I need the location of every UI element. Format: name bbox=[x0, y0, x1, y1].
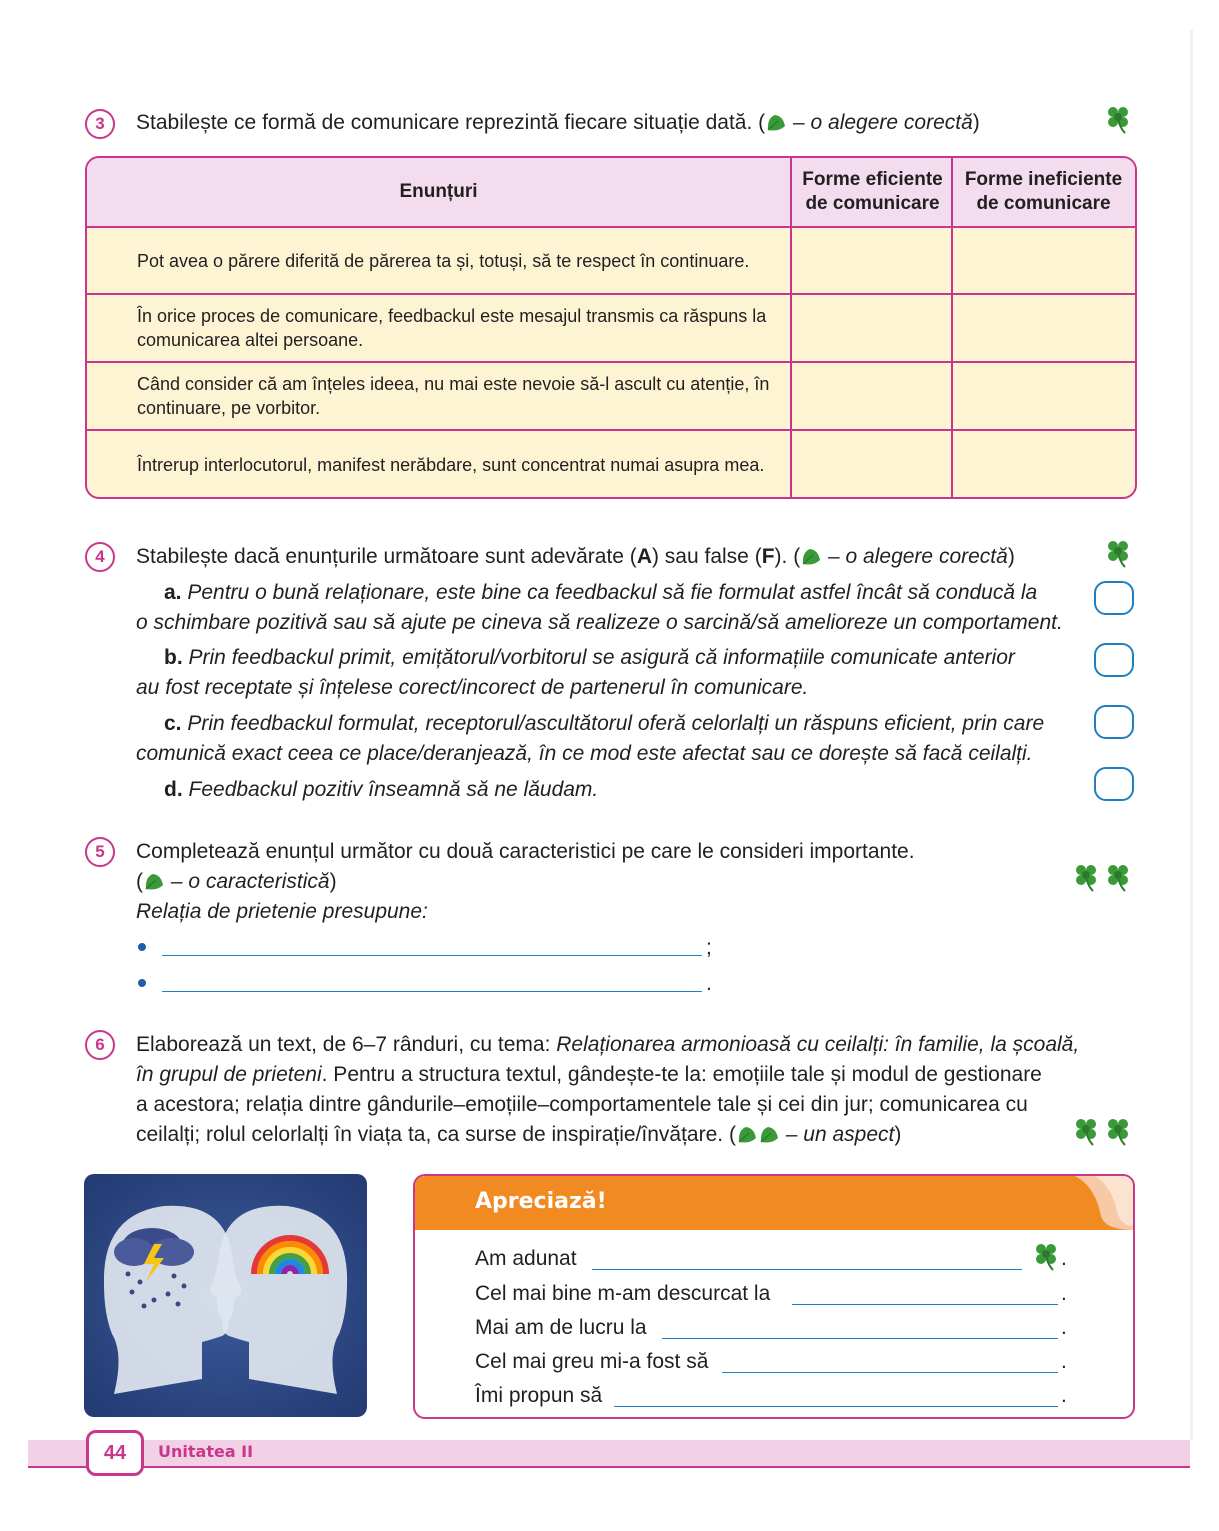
table-row: Pot avea o părere diferită de părerea ta și, totuși, să te respect în continuare. bbox=[137, 251, 750, 271]
paren-open: ( bbox=[136, 870, 143, 893]
exercise-6-line4 bbox=[136, 1120, 901, 1150]
assessment-input-5[interactable] bbox=[614, 1406, 1058, 1407]
leaf-icon bbox=[736, 1124, 758, 1144]
line-end-semicolon: ; bbox=[706, 936, 712, 959]
bullet bbox=[138, 943, 146, 951]
paren-close: ) bbox=[972, 111, 980, 134]
table-divider bbox=[951, 158, 953, 497]
assessment-line-5: Îmi propun să bbox=[475, 1384, 603, 1407]
table-divider bbox=[790, 158, 792, 497]
assessment-input-1[interactable] bbox=[592, 1269, 1022, 1270]
statement-c-line1 bbox=[164, 709, 1044, 739]
clover-icon bbox=[1103, 1118, 1133, 1148]
exercise-3-hint: – o alegere corectă bbox=[787, 111, 973, 134]
statement-a-line1 bbox=[164, 578, 1037, 608]
assessment-input-4[interactable] bbox=[722, 1372, 1058, 1373]
statement-a-line2: o schimbare pozitivă sau să ajute pe cineva să realizeze o sarcină/să amelioreze un comportament. bbox=[136, 611, 1063, 634]
theme-text: în grupul de prieteni bbox=[136, 1063, 322, 1086]
exercise-5-hint-line bbox=[136, 867, 337, 897]
answer-box-b[interactable] bbox=[1094, 643, 1134, 677]
answer-box-c[interactable] bbox=[1094, 705, 1134, 739]
paren-close: ) bbox=[894, 1123, 902, 1146]
exercise-4-prompt bbox=[136, 542, 1015, 572]
page-edge bbox=[1190, 30, 1193, 1440]
self-assessment-title: Apreciază! bbox=[475, 1189, 607, 1214]
exercise-4-hint: – o alegere corectă bbox=[822, 545, 1008, 568]
exercise-6-number: 6 bbox=[85, 1030, 115, 1060]
statement-text: Prin feedbackul primit, emițătorul/vorbitorul se asigură că informațiile comunicate anterior bbox=[188, 646, 1015, 669]
assessment-line-3: Mai am de lucru la bbox=[475, 1316, 647, 1339]
leaf-icon bbox=[800, 546, 822, 566]
period: . bbox=[1061, 1247, 1067, 1270]
text: . Pentru a structura textul, gândește-te la: emoțiile tale și modul de gestionare bbox=[321, 1063, 1042, 1086]
exercise-3-text: Stabilește ce formă de comunicare reprezintă fiecare situație dată. ( bbox=[136, 111, 766, 134]
statement-c-line2: comunică exact ceea ce place/deranjează, în ce mod este afectat sau ce dorește să facă ceilalți. bbox=[136, 742, 1033, 765]
exercise-5-prompt: Completează enunțul următor cu două caracteristici pe care le consideri importante. bbox=[136, 840, 915, 863]
exercise-4-text: Stabilește dacă enunțurile următoare sunt adevărate ( bbox=[136, 545, 637, 568]
bullet bbox=[138, 979, 146, 987]
letter-d: d. bbox=[164, 778, 183, 801]
clover-icon bbox=[1103, 864, 1133, 894]
period: . bbox=[1061, 1316, 1067, 1339]
header-inefficient: Forme ineficiente de comunicare bbox=[964, 169, 1123, 214]
friendship-lead: Relația de prietenie presupune: bbox=[136, 900, 428, 923]
exercise-5-number: 5 bbox=[85, 837, 115, 867]
exercise-4-number: 4 bbox=[85, 542, 115, 572]
unit-label: Unitatea II bbox=[158, 1442, 254, 1461]
table-row: Când consider că am înțeles ideea, nu mai este nevoie să-l ascult cu atenție, în continuare, pe vorbitor. bbox=[137, 374, 770, 418]
exercise-3-prompt bbox=[136, 108, 980, 138]
assessment-line-1: Am adunat bbox=[475, 1247, 577, 1270]
table-row-divider bbox=[87, 293, 1135, 295]
answer-line-2[interactable] bbox=[162, 991, 702, 992]
clover-icon bbox=[1071, 864, 1101, 894]
assessment-input-3[interactable] bbox=[662, 1338, 1058, 1339]
exercise-6-line1 bbox=[136, 1030, 1079, 1060]
table-row-divider bbox=[87, 429, 1135, 431]
table-row-divider bbox=[87, 361, 1135, 363]
leaf-icon bbox=[758, 1124, 780, 1144]
clover-icon bbox=[1103, 540, 1133, 570]
assessment-line-4: Cel mai greu mi-a fost să bbox=[475, 1350, 709, 1373]
clover-icon bbox=[1103, 106, 1133, 136]
statement-text: Prin feedbackul formulat, receptorul/ascultătorul oferă celorlalți un răspuns eficient, prin care bbox=[187, 712, 1045, 735]
paren-close: ) bbox=[329, 870, 337, 893]
exercise-3-number: 3 bbox=[85, 109, 115, 139]
table-row: Întrerup interlocutorul, manifest nerăbdare, sunt concentrat numai asupra mea. bbox=[137, 455, 765, 475]
statement-b-line2: au fost receptate și înțelese corect/incorect de partenerul în comunicare. bbox=[136, 676, 809, 699]
exercise-6-line3: a acestora; relația dintre gândurile–emoțiile–comportamentele tale și cei din jur; comunicarea cu bbox=[136, 1093, 1028, 1116]
statement-d-line1 bbox=[164, 775, 598, 805]
paren-close: ) bbox=[1007, 545, 1015, 568]
period: . bbox=[1061, 1282, 1067, 1305]
leaf-icon bbox=[765, 112, 787, 132]
leaf-icon bbox=[143, 871, 165, 891]
assessment-line-2: Cel mai bine m-am descurcat la bbox=[475, 1282, 771, 1305]
statement-text: Feedbackul pozitiv înseamnă să ne lăudam. bbox=[188, 778, 599, 801]
heads-illustration bbox=[84, 1174, 367, 1417]
false-letter: F bbox=[761, 545, 775, 568]
answer-box-a[interactable] bbox=[1094, 581, 1134, 615]
clover-icon bbox=[1071, 1118, 1101, 1148]
assessment-input-2[interactable] bbox=[792, 1304, 1058, 1305]
statement-text: Pentru o bună relaționare, este bine ca feedbackul să fie formulat astfel încât să conducă la bbox=[187, 581, 1038, 604]
text: ceilalți; rolul celorlalți în viața ta, ca surse de inspirație/învățare. ( bbox=[136, 1123, 736, 1146]
statements-table bbox=[85, 156, 1137, 499]
table-row: În orice proces de comunicare, feedbackul este mesajul transmis ca răspuns la comunicarea altei persoane. bbox=[137, 306, 767, 350]
answer-box-d[interactable] bbox=[1094, 767, 1134, 801]
page-number: 44 bbox=[86, 1430, 144, 1476]
exercise-6-line2 bbox=[136, 1060, 1042, 1090]
text: Elaborează un text, de 6–7 rânduri, cu tema: bbox=[136, 1033, 557, 1056]
letter-c: c. bbox=[164, 712, 182, 735]
letter-a: a. bbox=[164, 581, 182, 604]
line-end-period: . bbox=[706, 972, 712, 995]
answer-line-1[interactable] bbox=[162, 955, 702, 956]
exercise-5-hint: – o caracteristică bbox=[165, 870, 330, 893]
letter-b: b. bbox=[164, 646, 183, 669]
exercise-4-text-3: ). ( bbox=[774, 545, 801, 568]
true-letter: A bbox=[636, 545, 652, 568]
theme-text: Relaționarea armonioasă cu ceilalți: în familie, la școală, bbox=[556, 1033, 1080, 1056]
statement-b-line1 bbox=[164, 643, 1015, 673]
header-statements: Enunțuri bbox=[399, 181, 478, 202]
clover-icon bbox=[1031, 1243, 1061, 1273]
period: . bbox=[1061, 1384, 1067, 1407]
corner-ribbon bbox=[1065, 1176, 1133, 1230]
period: . bbox=[1061, 1350, 1067, 1373]
exercise-4-text-2: ) sau false ( bbox=[651, 545, 762, 568]
header-efficient: Forme eficiente de comunicare bbox=[802, 169, 943, 214]
hint: – un aspect bbox=[779, 1123, 895, 1146]
